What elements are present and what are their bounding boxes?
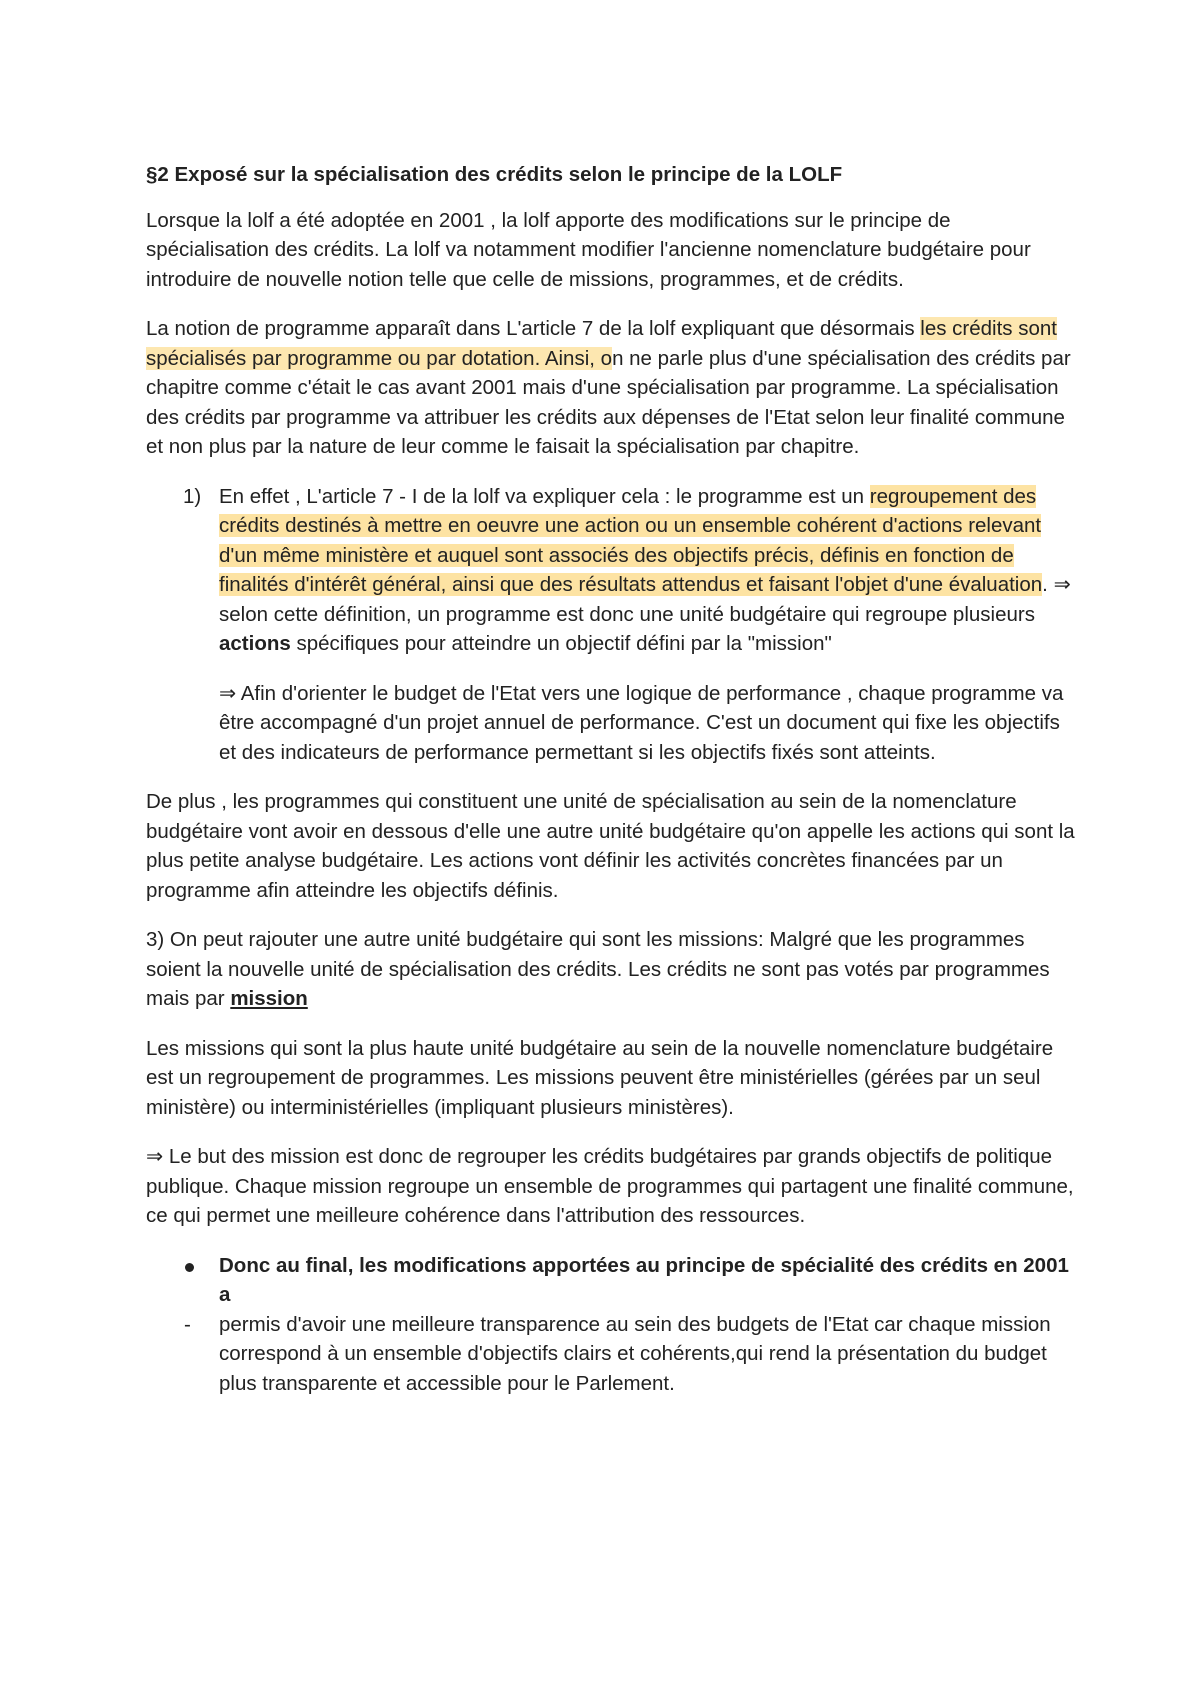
mission-goal-paragraph: ⇒ Le but des mission est donc de regrouper les crédits budgétaires par grands objectifs de politique publique. Chaque mission regroupe un ensemble de programmes qui partagent une finalité commune, ce qui permet une meilleure cohérence dans l'attribution des ressources. — [146, 1145, 1074, 1227]
bullet-dot-icon — [185, 1263, 194, 1272]
conclusion-bullet — [146, 1251, 1076, 1310]
item1-text-c: spécifiques pour atteindre un objectif défini par la "mission" — [290, 632, 832, 655]
actions-paragraph: De plus , les programmes qui constituent une unité de spécialisation au sein de la nomenclature budgétaire vont avoir en dessous d'elle une autre unité budgétaire qu'on appelle les actions qui sont la plus petite analyse budgétaire. Les actions vont définir les activités concrètes financées par un programme afin atteindre les objectifs définis. — [146, 790, 1075, 902]
item1-bold-actions: actions — [219, 632, 291, 655]
section-title: §2 Exposé sur la spécialisation des crédits selon le principe de la LOLF — [146, 163, 843, 186]
programme-text-b: n ne parle plus d'une spécialisation des crédits par chapitre comme c'était le cas avant 2001 mais d'une spécialisation par programme. La spécialisation des crédits par programme va attribuer les crédits aux dépenses de l'Etat selon leur finalité commune et non plus par la nature de leur comme le faisait la spécialisation par chapitre. — [146, 346, 1071, 458]
programme-highlight: les crédits sont spécialisés par programme ou par dotation. Ainsi, o — [146, 317, 1058, 370]
programme-text-a: La notion de programme apparaît dans L'article 7 de la lolf expliquant que désormais — [146, 317, 921, 340]
item1-text-a: En effet , L'article 7 - I de la lolf va expliquer cela : le programme est un — [219, 484, 870, 508]
dash-marker: - — [184, 1312, 191, 1336]
item1-highlight: regroupement des crédits destinés à mettre en oeuvre une action ou un ensemble cohérent d'actions relevant d'un même ministère et auquel sont associés des objectifs précis, définis en fonction de finalités d'intérêt général, ainsi que des résultats attendus et faisant l'objet d'une évaluation — [219, 484, 1043, 596]
item1-text-b: . ⇒ selon cette définition, un programme est donc une unité budgétaire qui regroupe plusieurs — [219, 573, 1071, 626]
intro-paragraph: Lorsque la lolf a été adoptée en 2001 , la lolf apporte des modifications sur le principe de spécialisation des crédits. La lolf va notamment modifier l'ancienne nomenclature budgétaire pour introduire de nouvelle notion telle que celle de missions, programmes, et de crédits. — [146, 208, 1031, 291]
numbered-item-1 — [146, 482, 1076, 659]
programme-paragraph — [146, 314, 1076, 462]
missions-intro-paragraph — [146, 925, 1076, 1014]
numbered-marker: 1) — [183, 484, 202, 508]
missions-paragraph: Les missions qui sont la plus haute unité budgétaire au sein de la nouvelle nomenclature budgétaire est un regroupement de programmes. Les missions peuvent être ministérielles (gérées par un seul ministère) ou interministérielles (impliquant plusieurs ministères). — [146, 1036, 1054, 1119]
missions-intro-text: 3) On peut rajouter une autre unité budgétaire qui sont les missions: Malgré que les programmes soient la nouvelle unité de spécialisation des crédits. Les crédits ne sont pas votés par programmes mais par — [146, 928, 1050, 1010]
conclusion-bullet-text: Donc au final, les modifications apportées au principe de spécialité des crédits en 2001 a — [219, 1253, 1069, 1306]
performance-paragraph: ⇒ Afin d'orienter le budget de l'Etat vers une logique de performance , chaque programme va être accompagné d'un projet annuel de performance. C'est un document qui fixe les objectifs et des indicateurs de performance permettant si les objectifs fixés sont atteints. — [219, 681, 1064, 764]
mission-keyword: mission — [230, 987, 308, 1010]
document-page — [146, 160, 1076, 1398]
conclusion-dash-item — [146, 1310, 1076, 1399]
conclusion-dash-text: permis d'avoir une meilleure transparence au sein des budgets de l'Etat car chaque mission correspond à un ensemble d'objectifs clairs et cohérents,qui rend la présentation du budget plus transparente et accessible pour le Parlement. — [219, 1312, 1051, 1395]
